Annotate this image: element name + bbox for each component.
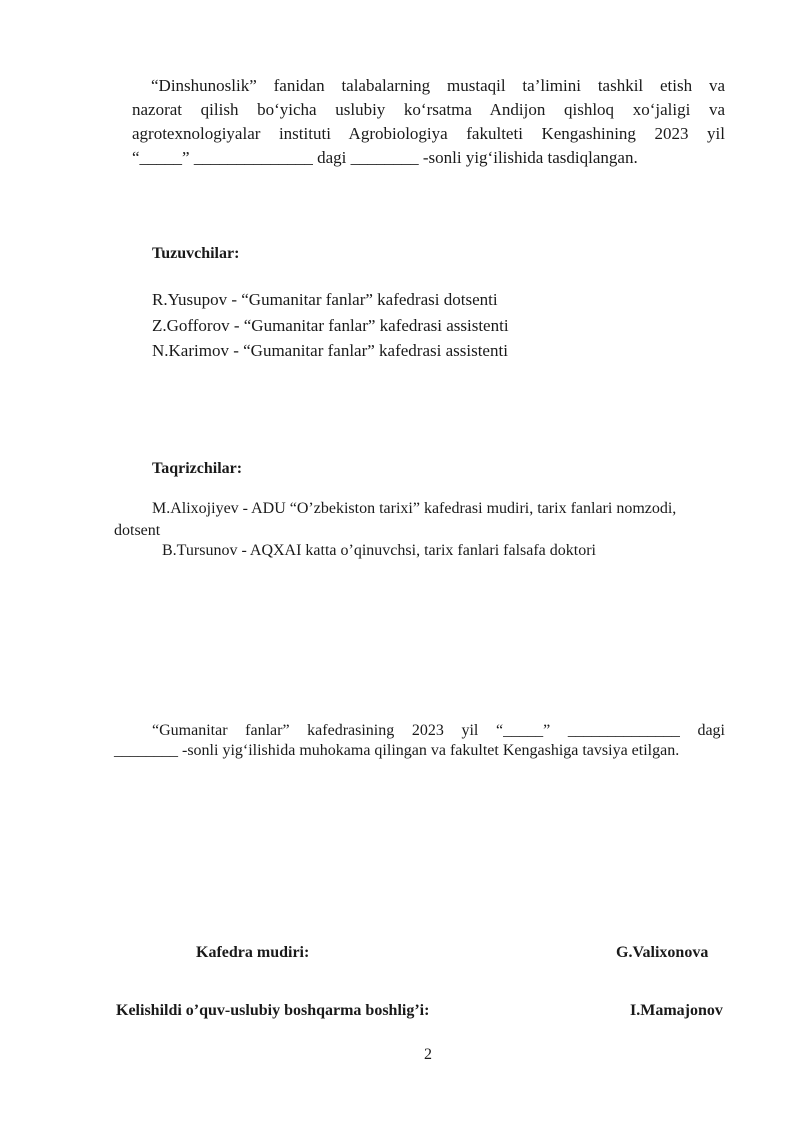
intro-line-4: “_____” ______________ dagi ________ -sonli yig‘ilishida tasdiqlangan. <box>132 148 638 167</box>
authors-heading: Tuzuvchilar: <box>152 245 240 262</box>
reviewer-item-1: M.Alixojiyev - ADU “O’zbekiston tarixi” kafedrasi mudiri, tarix fanlari nomzodi, <box>152 500 677 517</box>
page-number: 2 <box>424 1046 432 1063</box>
reviewer-item-2: B.Tursunov - AQXAI katta o’qinuvchsi, tarix fanlari falsafa doktori <box>162 542 596 559</box>
intro-line-1: “Dinshunoslik” fanidan talabalarning mustaqil ta’limini tashkil etish va <box>151 76 725 95</box>
intro-line-2: nazorat qilish bo‘yicha uslubiy ko‘rsatma Andijon qishloq xo‘jaligi va <box>132 100 725 119</box>
agreed-by-label: Kelishildi o’quv-uslubiy boshqarma boshlig’i: <box>116 1002 430 1019</box>
author-item: Z.Gofforov - “Gumanitar fanlar” kafedrasi assistenti <box>152 316 509 335</box>
agreed-by-name: I.Mamajonov <box>630 1002 723 1019</box>
intro-line-3: agrotexnologiyalar instituti Agrobiologiya fakulteti Kengashining 2023 yil <box>132 124 725 143</box>
department-head-name: G.Valixonova <box>616 944 709 961</box>
reviewer-item-1-continuation: dotsent <box>114 522 161 539</box>
discussion-line-1: “Gumanitar fanlar” kafedrasining 2023 yil “_____” ______________ dagi <box>152 722 725 739</box>
department-head-label: Kafedra mudiri: <box>196 944 310 961</box>
author-item: N.Karimov - “Gumanitar fanlar” kafedrasi assistenti <box>152 341 508 360</box>
author-item: R.Yusupov - “Gumanitar fanlar” kafedrasi dotsenti <box>152 290 498 309</box>
discussion-line-2: ________ -sonli yig‘ilishida muhokama qilingan va fakultet Kengashiga tavsiya etilgan. <box>114 742 680 759</box>
reviewers-heading: Taqrizchilar: <box>152 460 243 477</box>
